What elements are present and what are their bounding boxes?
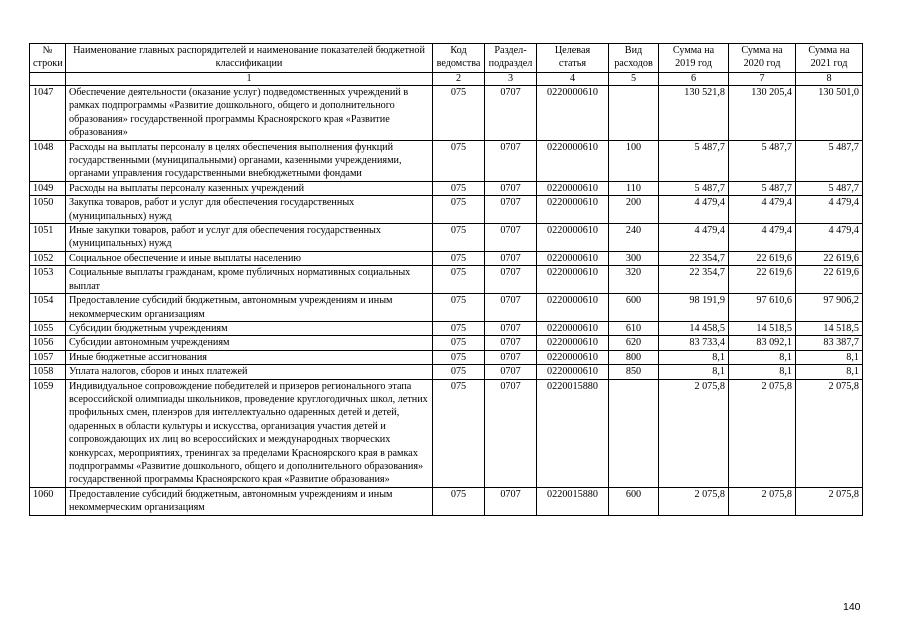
row-sum-2021: 22 619,6: [796, 266, 863, 294]
page-number: 140: [843, 601, 861, 613]
row-sum-2021: 14 518,5: [796, 321, 863, 335]
row-name: Иные бюджетные ассигнования: [66, 350, 433, 364]
row-section: 0707: [485, 196, 537, 224]
row-target-article: 0220000610: [537, 86, 609, 141]
row-department-code: 075: [433, 350, 485, 364]
row-target-article: 0220000610: [537, 251, 609, 265]
row-sum-2020: 22 619,6: [729, 266, 796, 294]
table-body: [30, 86, 863, 516]
row-sum-2021: 97 906,2: [796, 294, 863, 322]
header-row-number: № строки: [30, 44, 66, 73]
row-number: 1053: [30, 266, 66, 294]
row-name: Социальное обеспечение и иные выплаты населению: [66, 251, 433, 265]
column-number: 5: [609, 73, 659, 86]
row-department-code: 075: [433, 294, 485, 322]
row-number: 1048: [30, 140, 66, 181]
row-sum-2020: 14 518,5: [729, 321, 796, 335]
row-target-article: 0220000610: [537, 196, 609, 224]
row-expense-kind: 600: [609, 294, 659, 322]
row-number: 1056: [30, 336, 66, 350]
row-expense-kind: 300: [609, 251, 659, 265]
row-expense-kind: 620: [609, 336, 659, 350]
row-target-article: 0220015880: [537, 487, 609, 515]
row-sum-2020: 97 610,6: [729, 294, 796, 322]
row-sum-2021: 8,1: [796, 365, 863, 379]
table-row: [30, 336, 863, 350]
budget-table: [29, 43, 863, 516]
row-department-code: 075: [433, 379, 485, 487]
row-sum-2019: 83 733,4: [659, 336, 729, 350]
row-sum-2019: 4 479,4: [659, 224, 729, 252]
row-name: Индивидуальное сопровождение победителей и призеров регионального этапа всероссийской олимпиады школьников, проведение круглогодичных школ, летних профильных смен, пленэров для интеллектуально одаренных детей и детей, одаренных в области культуры и искусства, организация участия детей и сопровождающих их лиц во всероссийских и международных творческих конкурсах, мероприятиях, тренингах за пределами Красноярского края в рамках подпрограммы «Развитие дошкольного, общего и дополнительного образования» государственной программы Красноярского края «Развитие образования»: [66, 379, 433, 487]
column-number-row: [30, 73, 863, 86]
row-sum-2021: 4 479,4: [796, 196, 863, 224]
row-section: 0707: [485, 365, 537, 379]
budget-table-container: [29, 43, 863, 516]
table-row: [30, 86, 863, 141]
table-row: [30, 487, 863, 515]
header-section: Раздел- подраздел: [485, 44, 537, 73]
row-section: 0707: [485, 379, 537, 487]
table-row: [30, 379, 863, 487]
row-target-article: 0220000610: [537, 181, 609, 195]
column-number: [30, 73, 66, 86]
row-expense-kind: 800: [609, 350, 659, 364]
row-sum-2019: 22 354,7: [659, 266, 729, 294]
row-name: Уплата налогов, сборов и иных платежей: [66, 365, 433, 379]
row-sum-2019: 98 191,9: [659, 294, 729, 322]
row-sum-2020: 2 075,8: [729, 379, 796, 487]
row-sum-2020: 4 479,4: [729, 196, 796, 224]
row-sum-2019: 4 479,4: [659, 196, 729, 224]
row-section: 0707: [485, 487, 537, 515]
row-sum-2019: 8,1: [659, 350, 729, 364]
table-row: [30, 181, 863, 195]
row-number: 1055: [30, 321, 66, 335]
row-number: 1049: [30, 181, 66, 195]
row-section: 0707: [485, 251, 537, 265]
row-name: Обеспечение деятельности (оказание услуг) подведомственных учреждений в рамках подпрограммы «Развитие дошкольного, общего и дополнительного образования» государственной программы Красноярского края «Развитие образования»: [66, 86, 433, 141]
row-name: Закупка товаров, работ и услуг для обеспечения государственных (муниципальных) нужд: [66, 196, 433, 224]
row-expense-kind: 850: [609, 365, 659, 379]
row-target-article: 0220000610: [537, 350, 609, 364]
row-name: Субсидии автономным учреждениям: [66, 336, 433, 350]
row-section: 0707: [485, 86, 537, 141]
row-sum-2020: 5 487,7: [729, 181, 796, 195]
column-number: 4: [537, 73, 609, 86]
row-number: 1054: [30, 294, 66, 322]
row-name: Субсидии бюджетным учреждениям: [66, 321, 433, 335]
column-number: 7: [729, 73, 796, 86]
row-sum-2020: 130 205,4: [729, 86, 796, 141]
row-department-code: 075: [433, 266, 485, 294]
row-department-code: 075: [433, 365, 485, 379]
row-department-code: 075: [433, 196, 485, 224]
row-expense-kind: 110: [609, 181, 659, 195]
row-name: Расходы на выплаты персоналу казенных учреждений: [66, 181, 433, 195]
table-row: [30, 350, 863, 364]
row-department-code: 075: [433, 224, 485, 252]
row-department-code: 075: [433, 487, 485, 515]
row-number: 1057: [30, 350, 66, 364]
row-sum-2021: 5 487,7: [796, 181, 863, 195]
row-expense-kind: 610: [609, 321, 659, 335]
row-department-code: 075: [433, 321, 485, 335]
row-sum-2021: 4 479,4: [796, 224, 863, 252]
table-header-row: [30, 44, 863, 73]
header-name: Наименование главных распорядителей и наименование показателей бюджетной классификации: [66, 44, 433, 73]
row-section: 0707: [485, 294, 537, 322]
row-name: Социальные выплаты гражданам, кроме публичных нормативных социальных выплат: [66, 266, 433, 294]
row-target-article: 0220000610: [537, 321, 609, 335]
header-sum-2020: Сумма на 2020 год: [729, 44, 796, 73]
row-sum-2019: 2 075,8: [659, 379, 729, 487]
row-section: 0707: [485, 336, 537, 350]
row-target-article: 0220000610: [537, 336, 609, 350]
header-target-article: Целевая статья: [537, 44, 609, 73]
row-target-article: 0220000610: [537, 294, 609, 322]
row-section: 0707: [485, 140, 537, 181]
header-department-code: Код ведомства: [433, 44, 485, 73]
row-target-article: 0220000610: [537, 365, 609, 379]
row-department-code: 075: [433, 181, 485, 195]
column-number: 8: [796, 73, 863, 86]
row-sum-2021: 5 487,7: [796, 140, 863, 181]
row-name: Предоставление субсидий бюджетным, автономным учреждениям и иным некоммерческим организациям: [66, 487, 433, 515]
row-sum-2019: 130 521,8: [659, 86, 729, 141]
row-department-code: 075: [433, 336, 485, 350]
table-row: [30, 266, 863, 294]
row-sum-2019: 5 487,7: [659, 140, 729, 181]
row-number: 1059: [30, 379, 66, 487]
row-expense-kind: 320: [609, 266, 659, 294]
table-row: [30, 294, 863, 322]
row-sum-2019: 22 354,7: [659, 251, 729, 265]
row-sum-2020: 5 487,7: [729, 140, 796, 181]
row-sum-2020: 2 075,8: [729, 487, 796, 515]
row-sum-2021: 8,1: [796, 350, 863, 364]
row-sum-2019: 2 075,8: [659, 487, 729, 515]
row-section: 0707: [485, 181, 537, 195]
column-number: 3: [485, 73, 537, 86]
column-number: 6: [659, 73, 729, 86]
table-row: [30, 140, 863, 181]
row-number: 1052: [30, 251, 66, 265]
header-sum-2021: Сумма на 2021 год: [796, 44, 863, 73]
row-department-code: 075: [433, 140, 485, 181]
header-sum-2019: Сумма на 2019 год: [659, 44, 729, 73]
row-name: Предоставление субсидий бюджетным, автономным учреждениям и иным некоммерческим организациям: [66, 294, 433, 322]
row-name: Расходы на выплаты персоналу в целях обеспечения выполнения функций государственными (муниципальными) органами, казенными учреждениями, органами управления государственными внебюджетными фондами: [66, 140, 433, 181]
row-section: 0707: [485, 224, 537, 252]
header-expense-kind: Вид расходов: [609, 44, 659, 73]
row-expense-kind: 240: [609, 224, 659, 252]
row-department-code: 075: [433, 86, 485, 141]
row-number: 1050: [30, 196, 66, 224]
row-expense-kind: 600: [609, 487, 659, 515]
row-target-article: 0220000610: [537, 140, 609, 181]
row-section: 0707: [485, 266, 537, 294]
row-sum-2019: 5 487,7: [659, 181, 729, 195]
row-expense-kind: [609, 379, 659, 487]
row-section: 0707: [485, 321, 537, 335]
row-number: 1058: [30, 365, 66, 379]
row-name: Иные закупки товаров, работ и услуг для обеспечения государственных (муниципальных) нужд: [66, 224, 433, 252]
table-row: [30, 251, 863, 265]
row-sum-2019: 14 458,5: [659, 321, 729, 335]
row-sum-2021: 2 075,8: [796, 379, 863, 487]
table-row: [30, 224, 863, 252]
row-expense-kind: [609, 86, 659, 141]
row-sum-2021: 83 387,7: [796, 336, 863, 350]
column-number: 1: [66, 73, 433, 86]
row-expense-kind: 100: [609, 140, 659, 181]
row-sum-2020: 22 619,6: [729, 251, 796, 265]
row-number: 1051: [30, 224, 66, 252]
row-sum-2020: 4 479,4: [729, 224, 796, 252]
row-sum-2020: 83 092,1: [729, 336, 796, 350]
row-sum-2021: 22 619,6: [796, 251, 863, 265]
table-row: [30, 321, 863, 335]
row-target-article: 0220000610: [537, 266, 609, 294]
row-sum-2020: 8,1: [729, 365, 796, 379]
row-sum-2021: 130 501,0: [796, 86, 863, 141]
row-number: 1047: [30, 86, 66, 141]
row-target-article: 0220000610: [537, 224, 609, 252]
table-row: [30, 196, 863, 224]
row-expense-kind: 200: [609, 196, 659, 224]
row-department-code: 075: [433, 251, 485, 265]
row-sum-2021: 2 075,8: [796, 487, 863, 515]
column-number: 2: [433, 73, 485, 86]
table-row: [30, 365, 863, 379]
row-sum-2020: 8,1: [729, 350, 796, 364]
row-sum-2019: 8,1: [659, 365, 729, 379]
row-target-article: 0220015880: [537, 379, 609, 487]
row-number: 1060: [30, 487, 66, 515]
row-section: 0707: [485, 350, 537, 364]
